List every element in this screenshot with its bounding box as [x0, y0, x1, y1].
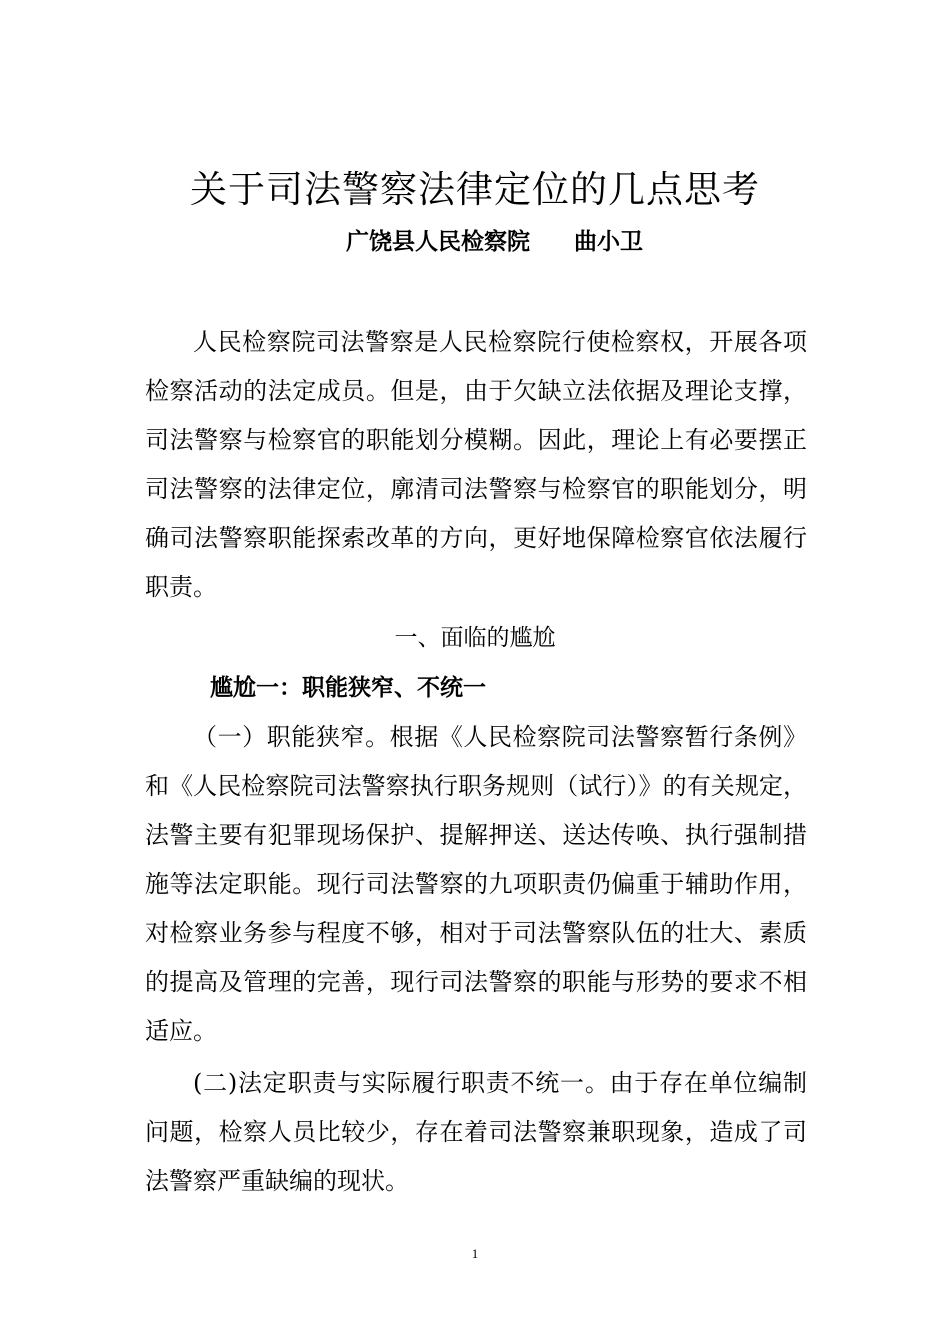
author-affiliation: 广饶县人民检察院 — [346, 229, 530, 255]
point-one-paragraph: （一）职能狭窄。根据《人民检察院司法警察暂行条例》和《人民检察院司法警察执行职务规则（试行）》的有关规定，法警主要有犯罪现场保护、提解押送、送达传唤、执行强制措施等法定职能。现行司法警察的九项职责仍偏重于辅助作用，对检察业务参与程度不够，相对于司法警察队伍的壮大、素质的提高及管理的完善，现行司法警察的职能与形势的要求不相适应。 — [145, 723, 807, 1045]
author-name: 曲小卫 — [574, 229, 643, 255]
sub-heading: 尴尬一：职能狭窄、不统一 — [210, 674, 486, 701]
document-title: 关于司法警察法律定位的几点思考 — [190, 168, 760, 211]
point-two-paragraph: (二)法定职责与实际履行职责不统一。由于存在单位编制问题，检察人员比较少，存在着司法警察兼职现象，造成了司法警察严重缺编的现状。 — [145, 1069, 807, 1195]
page-number: 1 — [471, 1246, 479, 1261]
author-line — [346, 226, 643, 258]
section-heading: 一、面临的尴尬 — [394, 625, 556, 651]
intro-paragraph: 人民检察院司法警察是人民检察院行使检察权，开展各项检察活动的法定成员。但是，由于欠缺立法依据及理论支撑，司法警察与检察官的职能划分模糊。因此，理论上有必要摆正司法警察的法律定位，廓清司法警察与检察官的职能划分，明确司法警察职能探索改革的方向，更好地保障检察官依法履行职责。 — [145, 328, 807, 601]
